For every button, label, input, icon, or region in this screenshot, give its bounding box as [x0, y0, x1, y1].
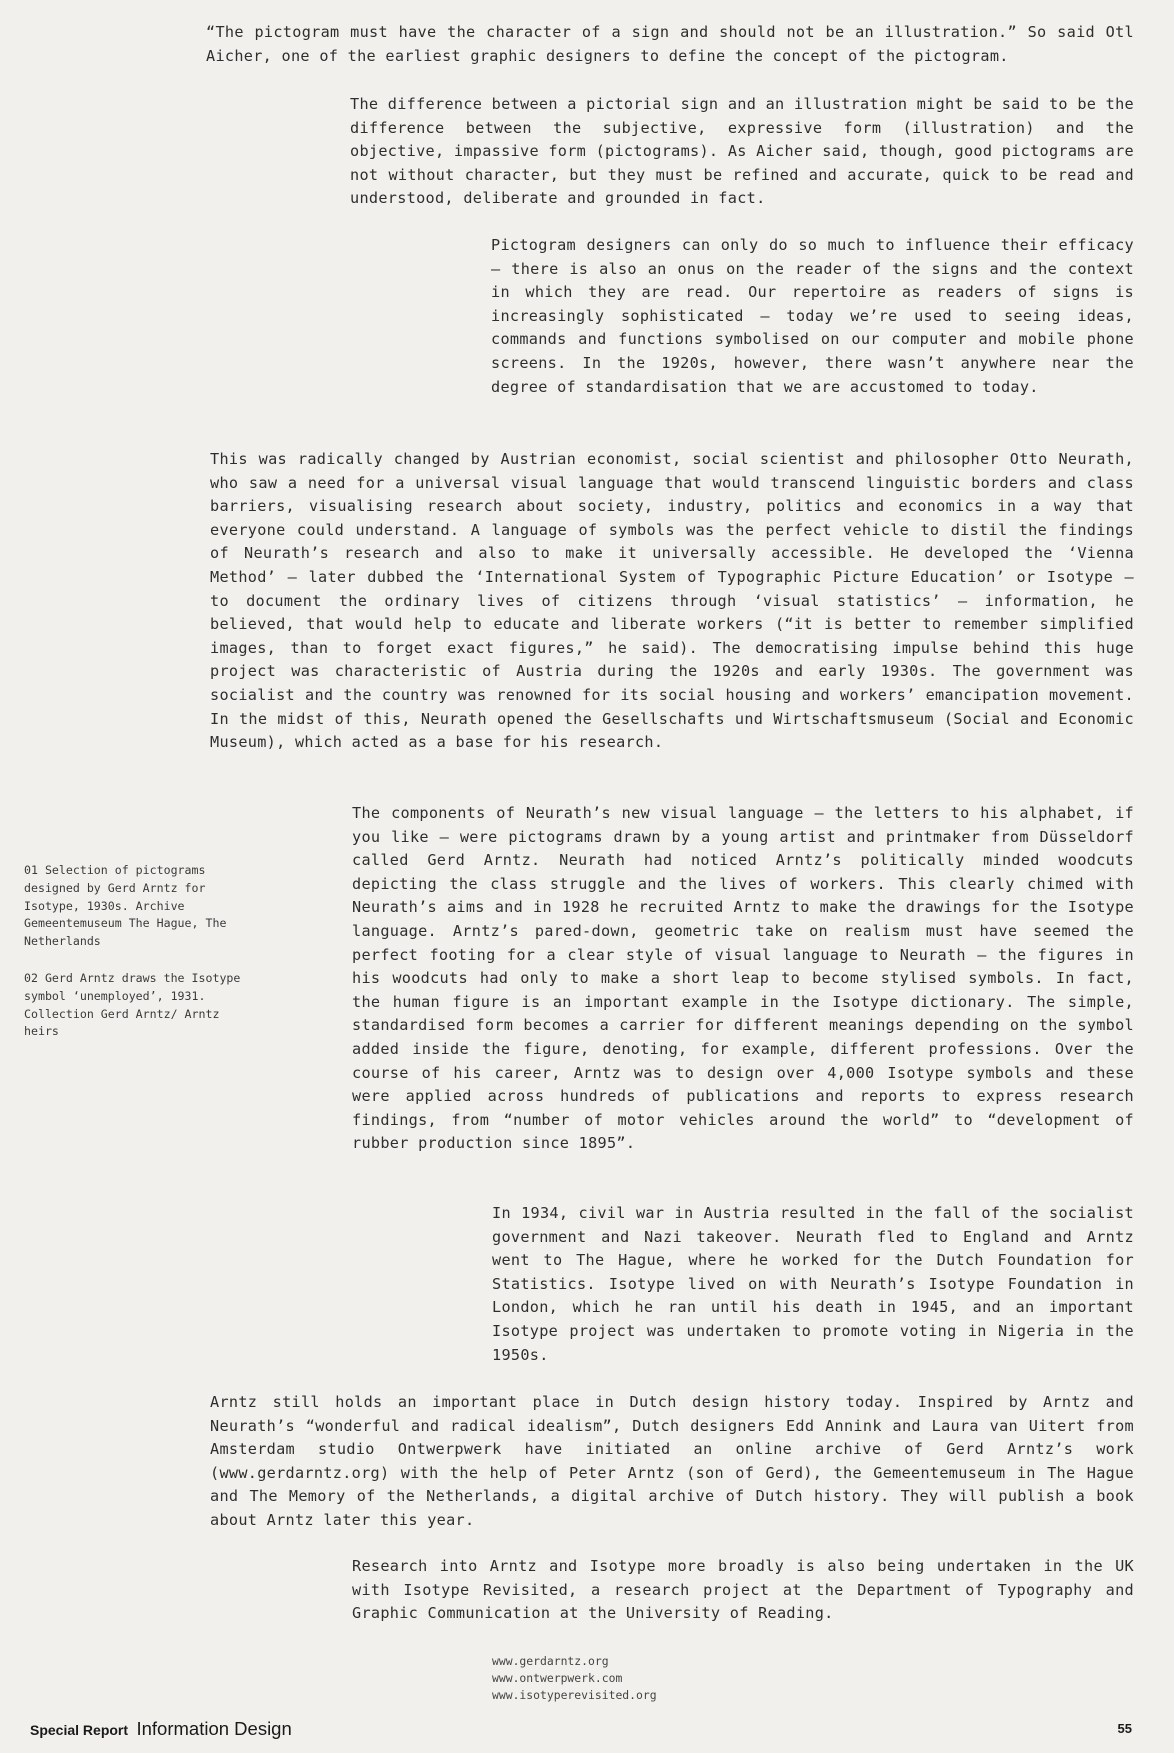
link-list	[492, 1653, 657, 1705]
paragraph-civil-war: In 1934, civil war in Austria resulted in the fall of the socialist government and Nazi takeover. Neurath fled to England and Arntz went to The Hague, where he worked for the Dutch Foundation for Statistics. Isotype lived on with Neurath’s Isotype Foundation in London, which he ran until his death in 1945, and an important Isotype project was undertaken to promote voting in Nigeria in the 1950s.	[492, 1204, 1134, 1364]
paragraph-pictogram-designers: Pictogram designers can only do so much to influence their efficacy – there is also an onus on the reader of the signs and the context in which they are read. Our repertoire as readers of signs is increasingly sophisticated – today we’re used to seeing ideas, commands and functions symbolised on our computer and mobile phone screens. In the 1920s, however, there wasn’t anywhere near the degree of standardisation that we are accustomed to today.	[491, 236, 1134, 396]
paragraph-isotype-revisited: Research into Arntz and Isotype more broadly is also being undertaken in the UK with Isotype Revisited, a research project at the Department of Typography and Graphic Communication at the University of Reading.	[352, 1557, 1134, 1623]
link-gerdarntz[interactable]: www.gerdarntz.org	[492, 1654, 609, 1668]
page-number: 55	[1117, 1721, 1132, 1736]
paragraph-arntz-components: The components of Neurath’s new visual language – the letters to his alphabet, if you like – were pictograms drawn by a young artist and printmaker from Düsseldorf called Gerd Arntz. Neurath had noticed Arntz’s politically minded woodcuts depicting the class struggle and the lives of workers. This clearly chimed with Neurath’s aims and in 1928 he recruited Arntz to make the drawings for the Isotype language. Arntz’s pared-down, geometric take on realism must have seemed the perfect footing for a clear style of visual language to Neurath – the figures in his woodcuts had only to make a short leap to become stylised symbols. In fact, the human figure is an important example in the Isotype dictionary. The simple, standardised form becomes a carrier for different meanings depending on the symbol added inside the figure, denoting, for example, different professions. Over the course of his career, Arntz was to design over 4,000 Isotype symbols and these were applied across hundreds of publications and reports to express research findings, from “number of motor vehicles around the world” to “development of rubber production since 1895”.	[352, 804, 1134, 1153]
running-footer	[30, 1718, 292, 1740]
paragraph-dutch-design: Arntz still holds an important place in Dutch design history today. Inspired by Arntz and Neurath’s “wonderful and radical idealism”, Dutch designers Edd Annink and Laura van Uitert from Amsterdam studio Ontwerpwerk have initiated an online archive of Gerd Arntz’s work (www.gerdarntz.org) with the help of Peter Arntz (son of Gerd), the Gemeentemuseum in The Hague and The Memory of the Netherlands, a digital archive of Dutch history. They will publish a book about Arntz later this year.	[210, 1393, 1134, 1529]
paragraph-neurath: This was radically changed by Austrian economist, social scientist and philosopher Otto Neurath, who saw a need for a universal visual language that would transcend linguistic borders and class barriers, visualising research about society, industry, politics and economics in a way that everyone could understand. A language of symbols was the perfect vehicle to distil the findings of Neurath’s research and also to make it universally accessible. He developed the ‘Vienna Method’ – later dubbed the ‘International System of Typographic Picture Education’ or Isotype – to document the ordinary lives of citizens through ‘visual statistics’ – information, he believed, that would help to educate and liberate workers (“it is better to remember simplified images, than to forget exact figures,” he said). The democratising impulse behind this huge project was characteristic of Austria during the 1920s and early 1930s. The government was socialist and the country was renowned for its social housing and workers’ emancipation movement. In the midst of this, Neurath opened the Gesellschafts und Wirtschaftsmuseum (Social and Economic Museum), which acted as a base for his research.	[210, 450, 1134, 752]
paragraph-pictorial-sign: The difference between a pictorial sign and an illustration might be said to be the difference between the subjective, expressive form (illustration) and the objective, impassive form (pictograms). As Aicher said, though, good pictograms are not without character, but they must be refined and accurate, quick to be read and understood, deliberate and grounded in fact.	[350, 95, 1134, 208]
link-ontwerpwerk[interactable]: www.ontwerpwerk.com	[492, 1671, 623, 1686]
footer-section-label: Special Report	[30, 1722, 129, 1738]
footer-topic-label: Information Design	[136, 1718, 292, 1739]
paragraph-aicher-quote: “The pictogram must have the character of a sign and should not be an illustration.” So said Otl Aicher, one of the earliest graphic designers to define the concept of the pictogram.	[206, 23, 1134, 65]
figure-caption-02: 02 Gerd Arntz draws the Isotype symbol ‘unemployed’, 1931. Collection Gerd Arntz/ Arntz heirs	[24, 971, 241, 1039]
figure-caption-01: 01 Selection of pictograms designed by Gerd Arntz for Isotype, 1930s. Archive Gemeentemuseum The Hague, The Netherlands	[24, 863, 227, 949]
link-isotyperevisited[interactable]: www.isotyperevisited.org	[492, 1688, 657, 1703]
